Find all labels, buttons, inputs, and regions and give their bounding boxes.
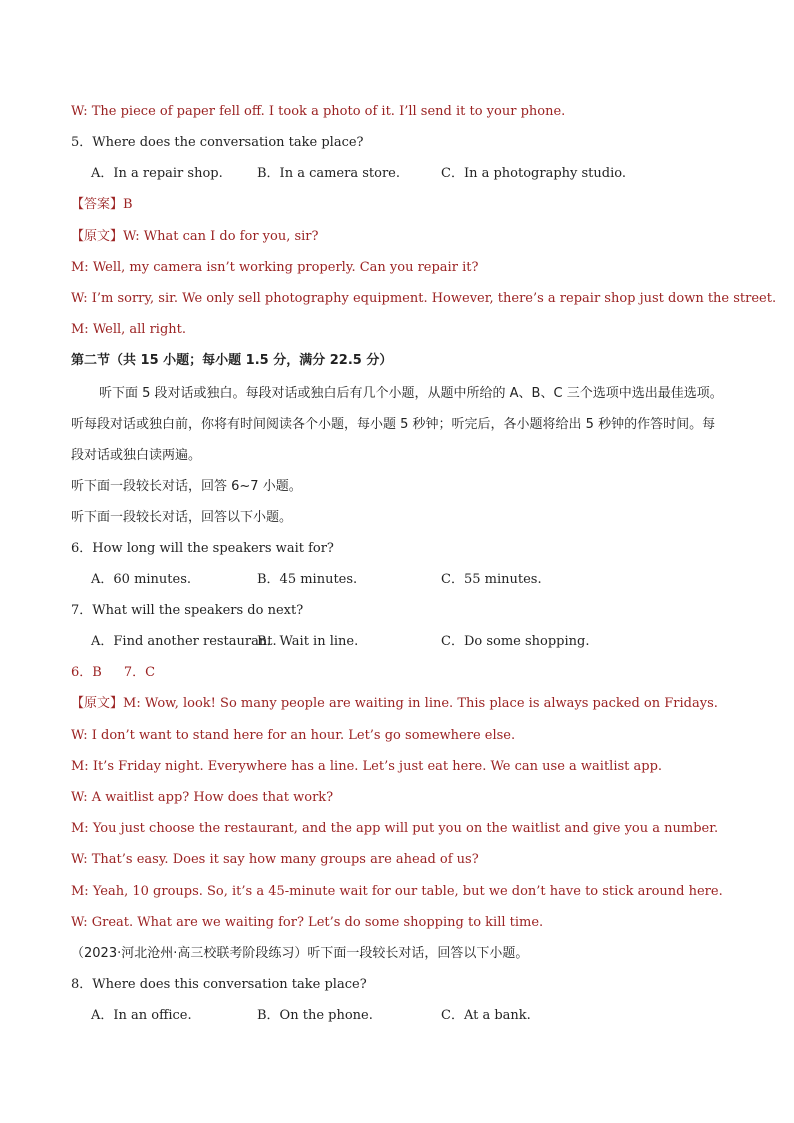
transcript-line: M: Well, all right. [71, 322, 187, 337]
q6-option-a: A．60 minutes. [91, 572, 192, 587]
q6-option-c: C．55 minutes. [441, 572, 542, 587]
q7-option-b: B．Wait in line. [257, 634, 359, 649]
answer-line-5 [71, 196, 133, 214]
question-6: 6．How long will the speakers wait for? [71, 541, 334, 556]
transcript-line: W: A waitlist app? How does that work? [71, 790, 334, 805]
section-lead: 听下面一段较长对话，回答以下小题。 [71, 510, 293, 525]
q8-option-a: A．In an office. [91, 1008, 192, 1023]
transcript-line: W: Great. What are we waiting for? Let’s do some shopping to kill time. [71, 915, 544, 930]
transcript-line: W: I’m sorry, sir. We only sell photography equipment. However, there’s a repair shop just down the street. [71, 291, 777, 306]
q6-option-b: B．45 minutes. [257, 572, 358, 587]
transcript-line: M: You just choose the restaurant, and the app will put you on the waitlist and give you a number. [71, 821, 719, 836]
q8-option-c: C．At a bank. [441, 1008, 531, 1023]
q5-option-a: A．In a repair shop. [91, 166, 223, 181]
transcript-line: M: Yeah, 10 groups. So, it’s a 45-minute wait for our table, but we don’t have to stick around here. [71, 884, 723, 899]
answer-tag: 【答案】 [71, 197, 124, 212]
answer-line-6-7 [71, 664, 155, 682]
transcript-line: M: Well, my camera isn’t working properly. Can you repair it? [71, 260, 479, 275]
original-tag: 【原文】 [71, 229, 124, 244]
answer-6: 6．B [71, 665, 102, 680]
section-lead: 听下面一段较长对话，回答 6~7 小题。 [71, 479, 302, 494]
q7-option-a: A．Find another restaurant. [91, 634, 277, 649]
transcript-line: M: It’s Friday night. Everywhere has a line. Let’s just eat here. We can use a waitlist app. [71, 759, 663, 774]
q5-option-b: B．In a camera store. [257, 166, 400, 181]
transcript-line: W: I don’t want to stand here for an hour. Let’s go somewhere else. [71, 728, 516, 743]
q8-option-b: B．On the phone. [257, 1008, 373, 1023]
question-7: 7．What will the speakers do next? [71, 603, 304, 618]
transcript-line: W: The piece of paper fell off. I took a photo of it. I’ll send it to your phone. [71, 104, 566, 119]
transcript-line: 【原文】M: Wow, look! So many people are waiting in line. This place is always packed on Fridays. [71, 696, 718, 711]
section-heading: 第二节（共 15 小题；每小题 1.5 分，满分 22.5 分） [71, 353, 393, 368]
transcript-line: 【原文】W: What can I do for you, sir? [71, 229, 319, 244]
question-8: 8．Where does this conversation take place? [71, 977, 367, 992]
q7-option-c: C．Do some shopping. [441, 634, 590, 649]
original-tag: 【原文】 [71, 696, 124, 711]
answer-value: B [123, 197, 133, 212]
section-instructions: 听下面 5 段对话或独白。每段对话或独白后有几个小题，从题中所给的 A、B、C 三个选项中选出最佳选项。听每段对话或独白前，你将有时间阅读各个小题，每小题 5 秒钟；听完后，各小题将给出 5 秒钟的作答时间。每段对话或独白读两遍。 [71, 386, 723, 463]
section-lead: （2023·河北沧州·高三校联考阶段练习）听下面一段较长对话，回答以下小题。 [71, 946, 529, 961]
question-5: 5．Where does the conversation take place? [71, 135, 364, 150]
transcript-line: W: That’s easy. Does it say how many groups are ahead of us? [71, 852, 479, 867]
answer-7: 7．C [123, 665, 156, 680]
q5-option-c: C．In a photography studio. [441, 166, 626, 181]
